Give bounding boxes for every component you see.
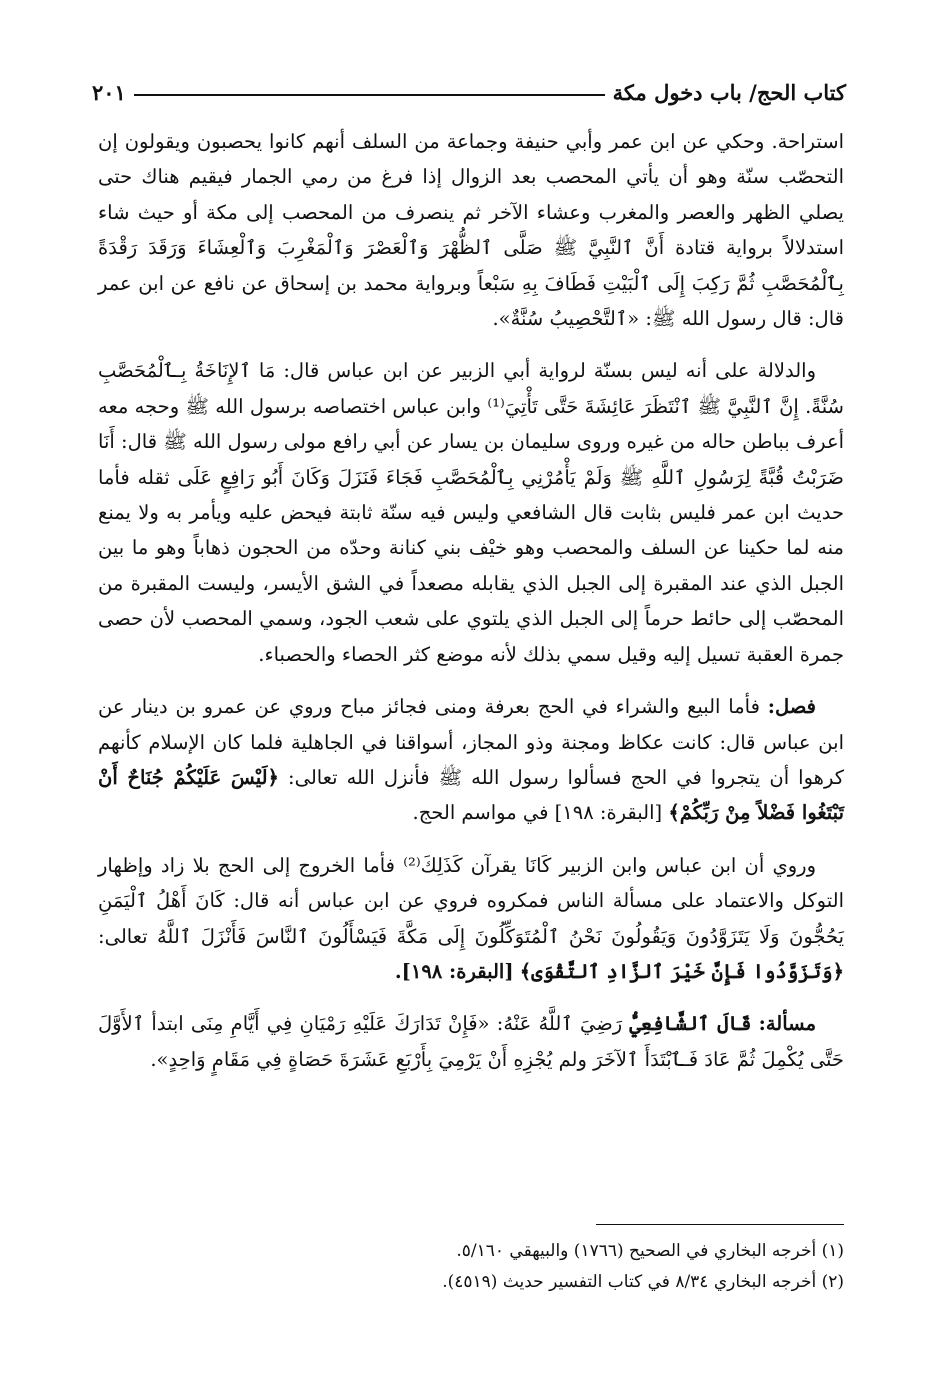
chapter-title: كتاب الحج/ باب دخول مكة [612, 79, 846, 105]
quran-quote: ﴿لَيْسَ عَلَيْكُمْ جُنَاحٌ أَنْ تَبْتَغُوا فَضْلاً مِنْ رَبِّكُمْ﴾ [98, 765, 844, 825]
page-number: ٢٠١ [92, 79, 126, 105]
running-header [92, 74, 846, 110]
paragraph-3 [98, 689, 844, 831]
footnote-1: (١) أخرجه البخاري في الصحيح (١٧٦٦) والبيهقي ٥/١٦٠. [456, 1241, 844, 1261]
paragraph-1 [98, 124, 844, 336]
paragraph-1-text: استراحة. وحكي عن ابن عمر وأبي حنيفة وجماعة من السلف أنهم كانوا يحصبون ويقولون إن التحصّب سنّة وهو أن يأتي المحصب بعد الزوال إذا فرغ من رمي الجمار فيقيم هناك حتى يصلي الظهر والعصر والمغرب وعشاء الآخر ثم ينصرف من المحصب إلى مكة أو حيث شاء استدلالاً برواية قتادة أَنَّ ٱلنَّبِيَّ ﷺ صَلَّى ٱلظُّهْرَ وَٱلْعَصْرَ وَٱلْمَغْرِبَ وَٱلْعِشَاءَ وَرَقَدَ رَقْدَةً بِٱلْمُحَصَّبِ ثُمَّ رَكِبَ إِلَى ٱلْبَيْتِ فَطَافَ بِهِ سَبْعاً وبرواية محمد بن إسحاق عن نافع عن ابن عمر قال: قال رسول الله ﷺ: «ٱلتَّحْصِيبُ سُنَّةٌ». [98, 130, 844, 331]
quran-quote: ﴿وَتَزَوَّدُوا فَإِنَّ خَيْرَ ٱلزَّادِ ٱلتَّقْوَى﴾ [519, 959, 844, 983]
paragraph-2 [98, 353, 844, 672]
paragraph-3-text: فأما البيع والشراء في الحج بعرفة ومنى فجائز مباح وروي عن عمرو بن دينار عن ابن عباس قال: كانت عكاظ ومجنة وذو المجاز، أسواقنا في الجاهلية فلما كان الإسلام كأنهم كرهوا أن يتجروا في الحج فسألوا رسول الله ﷺ فأنزل الله تعالى: [98, 695, 844, 789]
paragraph-2-text: والدلالة على أنه ليس بسنّة لرواية أبي الزبير عن ابن عباس قال: مَا ٱلإِنَاخَةُ بِـٱلْمُحَصَّبِ سُنَّةً. إِنَّ ٱلنَّبِيَّ ﷺ ٱنْتَظَرَ عَائِشَةَ حَتَّى تَأْتِيَ⁽¹⁾ وابن عباس اختصاصه برسول الله ﷺ وحجه معه أعرف بباطن حاله من غيره وروى سليمان بن يسار عن أبي رافع مولى رسول الله ﷺ قال: أَنَا ضَرَبْتُ قُبَّةً لِرَسُولِ ٱللَّهِ ﷺ وَلَمْ يَأْمُرْنِي بِٱلْمُحَصَّبِ فَجَاءَ فَنَزَلَ وَكَانَ أَبُو رَافِعٍ عَلَى ثقله فأما حديث ابن عمر فليس بثابت قال الشافعي وليس فيه سنّة ثابتة فيحض عليه ويأمر به ولا يمنع منه لما حكينا عن السلف والمحصب وهو خيْف بني كنانة وحدّه من الحجون ذهاباً وهو ما بين الجبل الذي عند المقبرة إلى الجبل الذي يقابله مصعداً في الشق الأيسر، وليست المقبرة من المحصّب إلى حائط حرماً إلى الجبل الذي يلتوي على شعب الجود، وسمي المحصب لأن حصى جمرة العقبة تسيل إليه وقيل سمي بذلك لأنه موضع كثر الحصاء والحصباء. [98, 359, 844, 666]
footnote-2: (٢) أخرجه البخاري ٨/٣٤ في كتاب التفسير حديث (٤٥١٩). [442, 1272, 844, 1292]
paragraph-4 [98, 848, 844, 990]
quran-reference: [البقرة: ١٩٨]. [394, 959, 514, 983]
footnote-separator [596, 1224, 844, 1225]
section-label-fasl: فصل: [767, 695, 816, 719]
speaker-label: قَالَ ٱلشَّافِعِيُّ [629, 1012, 752, 1036]
main-text [98, 124, 844, 1094]
footnotes [98, 1236, 844, 1298]
quran-reference: [البقرة: ١٩٨] في مواسم الحج. [412, 801, 663, 825]
paragraph-5 [98, 1006, 844, 1077]
paragraph-5-text: رَضِيَ ٱللَّهُ عَنْهُ: «فَإِنْ تَدَارَكَ عَلَيْهِ رَمْيَانِ فِي أَيَّامِ مِنَى ابتدأ ٱلأَوَّلَ حَتَّى يُكْمِلَ ثُمَّ عَادَ فَـٱبْتَدَأَ ٱلآخَرَ ولم يُجْزِهِ أَنْ يَرْمِيَ بِأَرْبَعِ عَشَرَةَ حَصَاةٍ فِي مَقَامٍ وَاحِدٍ». [98, 1012, 844, 1071]
header-rule [134, 94, 605, 96]
paragraph-4-text: وروي أن ابن عباس وابن الزبير كَانَا يقرآن كَذَلِكَ⁽²⁾ فأما الخروج إلى الحج بلا زاد وإظهار التوكل والاعتماد على مسألة الناس فمكروه فروي عن ابن عباس أنه قال: كَانَ أَهْلُ ٱلْيَمَنِ يَحُجُّونَ وَلَا يَتَزَوَّدُونَ وَيَقُولُونَ نَحْنُ ٱلْمُتَوَكِّلُونَ إِلَى مَكَّةَ فَيَسْأَلُونَ ٱلنَّاسَ فَأَنْزَلَ ٱللَّهُ تعالى: [98, 853, 844, 948]
section-label-masala: مسألة: [758, 1012, 817, 1036]
